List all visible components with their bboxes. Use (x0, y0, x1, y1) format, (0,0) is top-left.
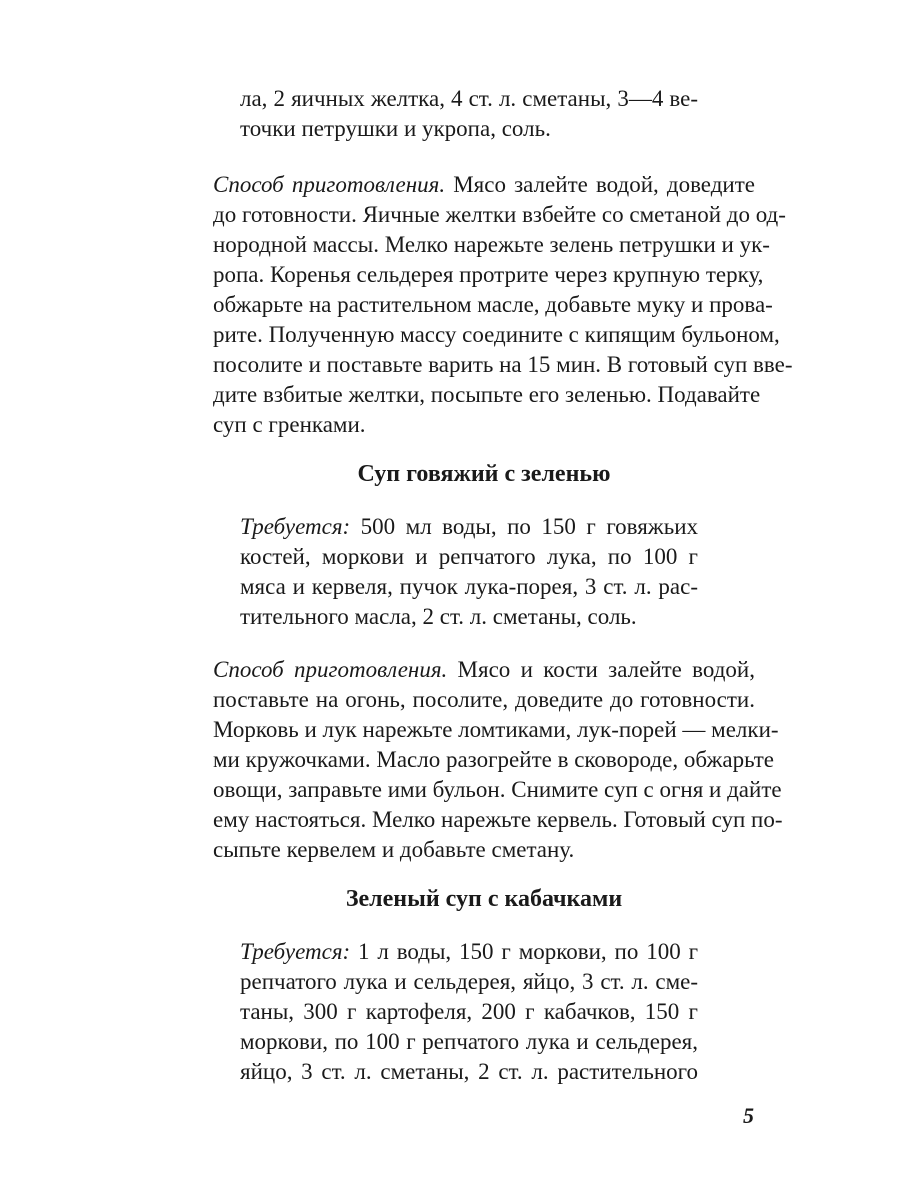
method-line: суп с гренками. (213, 412, 366, 437)
required-label: Требуется: (240, 939, 351, 964)
method-line: обжарьте на растительном масле, добавьте муку и прова- (213, 292, 773, 317)
method-line: рите. Полученную массу соедините с кипящим бульоном, (213, 322, 780, 347)
method-line: посолите и поставьте варить на 15 мин. В готовый суп вве- (213, 352, 793, 377)
ingredients-line: мяса и кервеля, пучок лука-порея, 3 ст. л. рас- (240, 574, 698, 599)
ingredients-line: точки петрушки и укропа, соль. (240, 116, 551, 141)
ingredients-line: таны, 300 г картофеля, 200 г кабачков, 150 г (240, 999, 698, 1024)
required-label: Требуется: (240, 514, 351, 539)
recipe-title: Суп говяжий с зеленью (357, 461, 611, 487)
ingredients-line: моркови, по 100 г репчатого лука и сельдерея, (240, 1029, 698, 1054)
method-line: до готовности. Яичные желтки взбейте со сметаной до од- (213, 202, 786, 227)
method-line: поставьте на огонь, посолите, доведите до готовности. (213, 687, 755, 712)
method-line: ему настояться. Мелко нарежьте кервель. Готовый суп по- (213, 807, 783, 832)
ingredients-line: репчатого лука и сельдерея, яйцо, 3 ст. л. сме- (240, 969, 698, 994)
method-line: дите взбитые желтки, посыпьте его зеленью. Подавайте (213, 382, 761, 407)
method-line: Морковь и лук нарежьте ломтиками, лук-порей — мелки- (213, 717, 779, 742)
method-line: сыпьте кервелем и добавьте сметану. (213, 837, 575, 862)
method-label: Способ приготовления. (213, 657, 448, 682)
method-line: ропа. Коренья сельдерея протрите через крупную терку, (213, 262, 764, 287)
ingredients-line: яйцо, 3 ст. л. сметаны, 2 ст. л. растительного (240, 1059, 698, 1084)
ingredients-line: костей, моркови и репчатого лука, по 100 г (240, 544, 698, 569)
ingredients-line: Требуется: 1 л воды, 150 г моркови, по 100 г (240, 939, 698, 964)
ingredients-line: тительного масла, 2 ст. л. сметаны, соль. (240, 604, 637, 629)
method-line: Способ приготовления. Мясо и кости залейте водой, (213, 657, 755, 682)
method-line: овощи, заправьте ими бульон. Снимите суп с огня и дайте (213, 777, 782, 802)
method-label: Способ приготовления. (213, 172, 446, 197)
method-line: нородной массы. Мелко нарежьте зелень петрушки и ук- (213, 232, 770, 257)
page-number: 5 (743, 1103, 754, 1128)
recipe-title: Зеленый суп с кабачками (345, 886, 623, 912)
method-line: Способ приготовления. Мясо залейте водой, доведите (213, 172, 755, 197)
ingredients-line: Требуется: 500 мл воды, по 150 г говяжьих (240, 514, 698, 539)
method-line: ми кружочками. Масло разогрейте в сковороде, обжарьте (213, 747, 774, 772)
ingredients-line: ла, 2 яичных желтка, 4 ст. л. сметаны, 3—4 ве- (240, 86, 698, 111)
